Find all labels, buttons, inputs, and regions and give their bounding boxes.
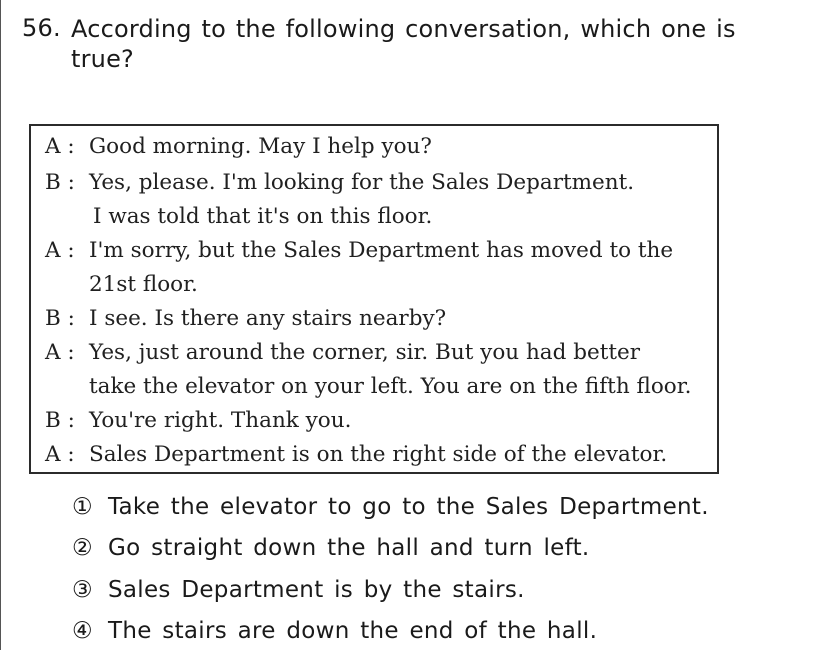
dialogue-continuation-text: take the elevator on your left. You are on the fifth floor. xyxy=(89,374,692,399)
question-number: 56. xyxy=(22,14,61,42)
answer-option-4[interactable] xyxy=(72,618,597,644)
option-number: ④ xyxy=(72,618,93,644)
dialogue-continuation-text: 21st floor. xyxy=(89,272,198,297)
option-text: Go straight down the hall and turn left. xyxy=(108,535,590,561)
answer-option-3[interactable] xyxy=(72,577,525,603)
dialogue-text: Yes, please. I'm looking for the Sales Department. xyxy=(89,170,635,195)
option-number: ② xyxy=(72,535,93,561)
speaker-label: B : xyxy=(45,408,75,433)
dialogue-text: You're right. Thank you. xyxy=(89,408,352,433)
option-number: ③ xyxy=(72,577,93,603)
speaker-label: B : xyxy=(45,306,75,331)
dialogue-box xyxy=(29,124,719,474)
option-number: ① xyxy=(72,494,93,520)
option-text: The stairs are down the end of the hall. xyxy=(108,618,598,644)
dialogue-text: I see. Is there any stairs nearby? xyxy=(89,306,447,331)
dialogue-continuation-text: I was told that it's on this floor. xyxy=(93,204,433,229)
speaker-label: A : xyxy=(45,340,75,365)
speaker-label: B : xyxy=(45,170,75,195)
speaker-label: A : xyxy=(45,442,75,467)
answer-option-1[interactable] xyxy=(72,494,709,520)
speaker-label: A : xyxy=(45,238,75,263)
speaker-label: A : xyxy=(45,134,75,159)
dialogue-text: Sales Department is on the right side of the elevator. xyxy=(89,442,668,467)
option-text: Take the elevator to go to the Sales Department. xyxy=(108,494,709,520)
dialogue-text: I'm sorry, but the Sales Department has moved to the xyxy=(89,238,674,263)
option-text: Sales Department is by the stairs. xyxy=(108,577,525,603)
question-text: According to the following conversation, which one is true? xyxy=(71,15,736,73)
answer-option-2[interactable] xyxy=(72,535,590,561)
left-border-line xyxy=(0,0,1,650)
dialogue-text: Yes, just around the corner, sir. But you had better xyxy=(89,340,640,365)
dialogue-text: Good morning. May I help you? xyxy=(89,134,432,159)
